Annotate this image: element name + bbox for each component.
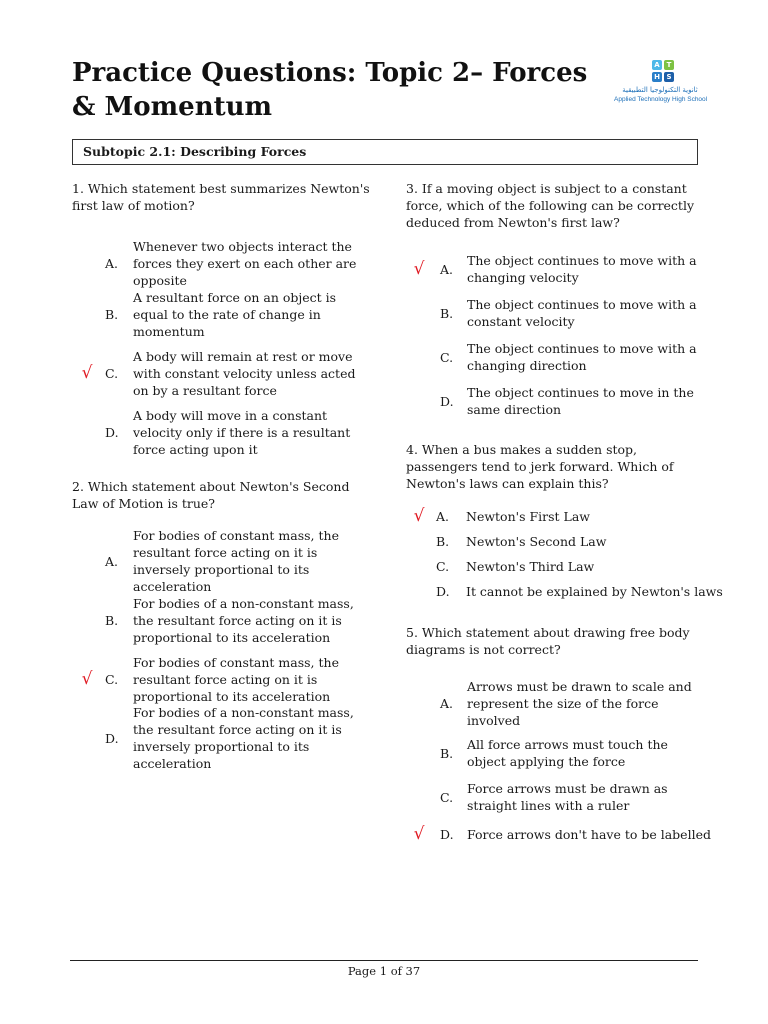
check-mark-icon: √ (81, 362, 93, 383)
option-letter: A. (440, 261, 454, 277)
option-text: For bodies of a non-constant mass, the resultant force acting on it is inversely proportional to its acceleration (133, 705, 354, 771)
option-text: For bodies of constant mass, the resultant force acting on it is proportional to its acceleration (133, 654, 339, 704)
option-5c[interactable] (406, 779, 706, 815)
option-letter: D. (440, 826, 454, 842)
option-letter: D. (105, 730, 119, 746)
logo-tile-2: T (664, 60, 674, 70)
option-2b[interactable] (72, 593, 372, 647)
option-letter: A. (105, 553, 119, 569)
option-text: Force arrows don't have to be labelled (467, 826, 711, 842)
question-text: 5. Which statement about drawing free body diagrams is not correct? (406, 625, 690, 657)
option-letter: B. (105, 612, 119, 628)
question-text: 4. When a bus makes a sudden stop, passengers tend to jerk forward. Which of Newton's laws can explain this? (406, 442, 674, 491)
option-letter: C. (105, 671, 119, 687)
logo-arabic-text: ثانوية التكنولوجيا التطبيقية (622, 86, 698, 94)
option-5b[interactable] (406, 735, 706, 771)
logo-school-name: Applied Technology High School (614, 96, 708, 103)
option-text: For bodies of a non-constant mass, the resultant force acting on it is proportional to its acceleration (133, 595, 354, 645)
option-text: A body will move in a constant velocity only if there is a resultant force acting upon it (133, 407, 351, 457)
option-letter: B. (440, 305, 454, 321)
option-1d[interactable] (72, 405, 372, 459)
check-mark-icon: √ (413, 506, 425, 526)
option-4a[interactable] (406, 504, 706, 529)
option-3a[interactable] (406, 251, 706, 287)
option-2d[interactable] (72, 705, 372, 771)
option-text: A resultant force on an object is equal to the rate of change in momentum (133, 289, 337, 339)
option-4d[interactable] (406, 579, 723, 604)
option-text: The object continues to move in the same direction (467, 385, 694, 417)
option-letter: B. (436, 534, 450, 549)
option-letter: A. (105, 255, 119, 271)
option-3c[interactable] (406, 339, 706, 375)
option-text: The object continues to move with a constant velocity (467, 297, 697, 329)
check-mark-icon: √ (413, 258, 425, 279)
option-text: A body will remain at rest or move with constant velocity unless acted on by a resultant force (133, 348, 356, 398)
school-logo (614, 56, 706, 112)
option-letter: C. (440, 789, 454, 805)
option-text: For bodies of constant mass, the resultant force acting on it is inversely proportional to its acceleration (133, 528, 339, 594)
question-3 (406, 180, 706, 419)
option-text: Whenever two objects interact the forces they exert on each other are opposite (133, 238, 357, 288)
question-2 (72, 478, 372, 771)
footer-divider (70, 960, 698, 961)
option-3d[interactable] (406, 383, 706, 419)
option-letter: A. (436, 509, 450, 524)
option-text: It cannot be explained by Newton's laws (466, 584, 723, 599)
logo-tile-1: A (652, 60, 662, 70)
option-1b[interactable] (72, 289, 372, 339)
option-text: Newton's First Law (466, 509, 590, 524)
option-5d[interactable] (406, 823, 711, 845)
option-letter: C. (436, 559, 450, 574)
question-4 (406, 441, 723, 604)
question-1 (72, 180, 372, 459)
logo-tile-3: H (652, 72, 662, 82)
option-4c[interactable] (406, 554, 706, 579)
check-mark-icon: √ (81, 668, 93, 689)
option-letter: D. (436, 584, 450, 599)
option-letter: B. (440, 745, 454, 761)
option-1c[interactable] (72, 346, 372, 400)
left-column (72, 180, 372, 771)
option-5a[interactable] (406, 676, 706, 730)
option-letter: C. (440, 349, 454, 365)
question-text: 3. If a moving object is subject to a constant force, which of the following can be correctly deduced from Newton's first law? (406, 181, 695, 230)
option-text: Arrows must be drawn to scale and represent the size of the force involved (467, 678, 692, 728)
option-3b[interactable] (406, 295, 706, 331)
option-text: The object continues to move with a changing velocity (467, 253, 697, 285)
option-text: The object continues to move with a changing direction (467, 341, 697, 373)
option-text: All force arrows must touch the object applying the force (467, 737, 668, 769)
option-2c[interactable] (72, 652, 372, 706)
option-letter: C. (105, 365, 119, 381)
option-text: Newton's Second Law (466, 534, 607, 549)
subtopic-heading: Subtopic 2.1: Describing Forces (72, 139, 698, 165)
option-letter: D. (440, 393, 454, 409)
option-2a[interactable] (72, 528, 372, 594)
option-text: Force arrows must be drawn as straight lines with a ruler (467, 781, 668, 813)
logo-tile-4: S (664, 72, 674, 82)
option-1a[interactable] (72, 236, 372, 290)
option-letter: A. (440, 695, 454, 711)
right-column (406, 180, 723, 845)
page-title: Practice Questions: Topic 2– Forces & Momentum (72, 58, 588, 122)
option-text: Newton's Third Law (466, 559, 595, 574)
option-letter: B. (105, 306, 119, 322)
option-letter: D. (105, 424, 119, 440)
question-text: 1. Which statement best summarizes Newton's first law of motion? (72, 181, 370, 213)
option-4b[interactable] (406, 529, 706, 554)
question-5 (406, 624, 711, 845)
check-mark-icon: √ (413, 823, 425, 844)
page-number: Page 1 of 37 (347, 964, 421, 978)
question-text: 2. Which statement about Newton's Second Law of Motion is true? (72, 479, 350, 511)
